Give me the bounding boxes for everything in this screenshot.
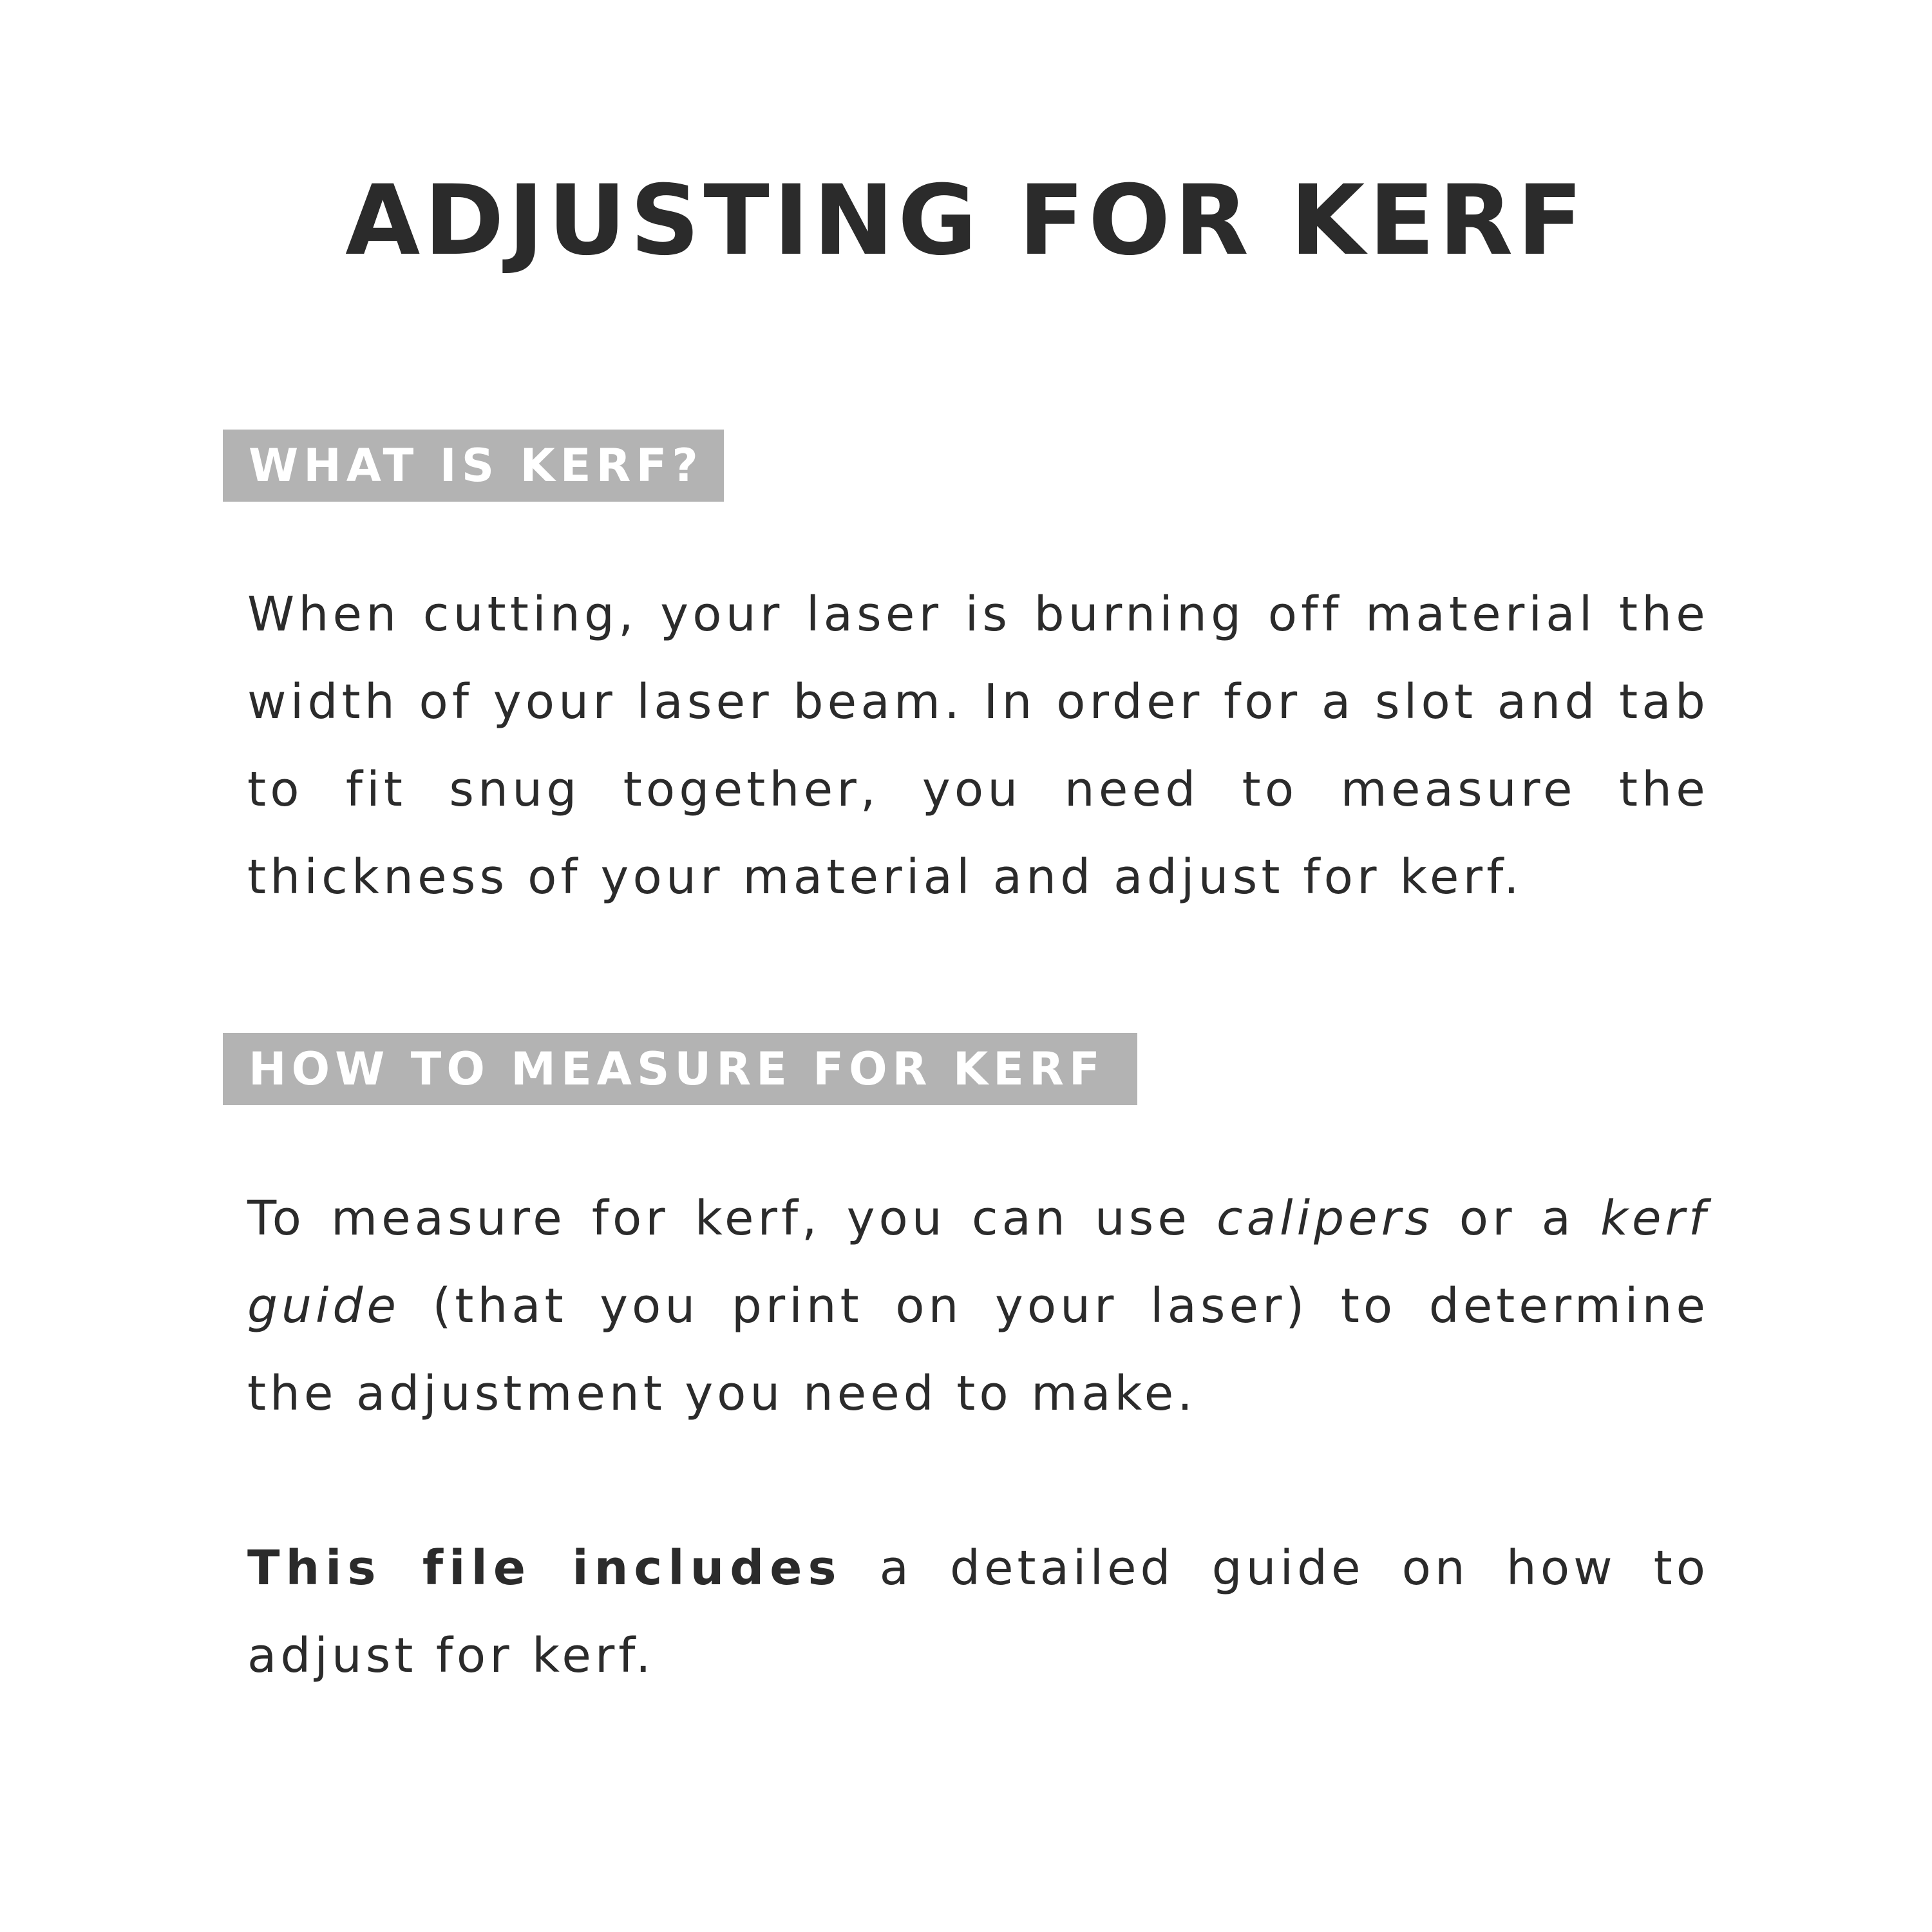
- page-title: ADJUSTING FOR KERF: [345, 165, 1587, 277]
- measure-text-part: To measure for kerf, you can use: [247, 1191, 1217, 1246]
- measure-text-part: (that you print on your laser) to determine the adjustment you need to make.: [247, 1278, 1709, 1421]
- how-to-measure-paragraph: [247, 1175, 1709, 1437]
- kerf-guide-term: kerf guide: [247, 1191, 1709, 1334]
- section-heading-how-to-measure: HOW TO MEASURE FOR KERF: [223, 1033, 1137, 1105]
- file-includes-rest: a detailed guide on how to adjust for kerf.: [247, 1540, 1709, 1683]
- calipers-term: calipers: [1217, 1191, 1434, 1246]
- file-includes-emphasis: This file includes: [247, 1540, 842, 1596]
- what-is-kerf-paragraph: When cutting, your laser is burning off material the width of your laser beam. In order for a slot and tab to fit snug together, you need to measure the thickness of your material and adjust for kerf.: [247, 587, 1709, 905]
- section-heading-what-is-kerf: WHAT IS KERF?: [223, 430, 724, 502]
- file-includes-note: [247, 1524, 1709, 1700]
- measure-text-part: or a: [1433, 1191, 1601, 1246]
